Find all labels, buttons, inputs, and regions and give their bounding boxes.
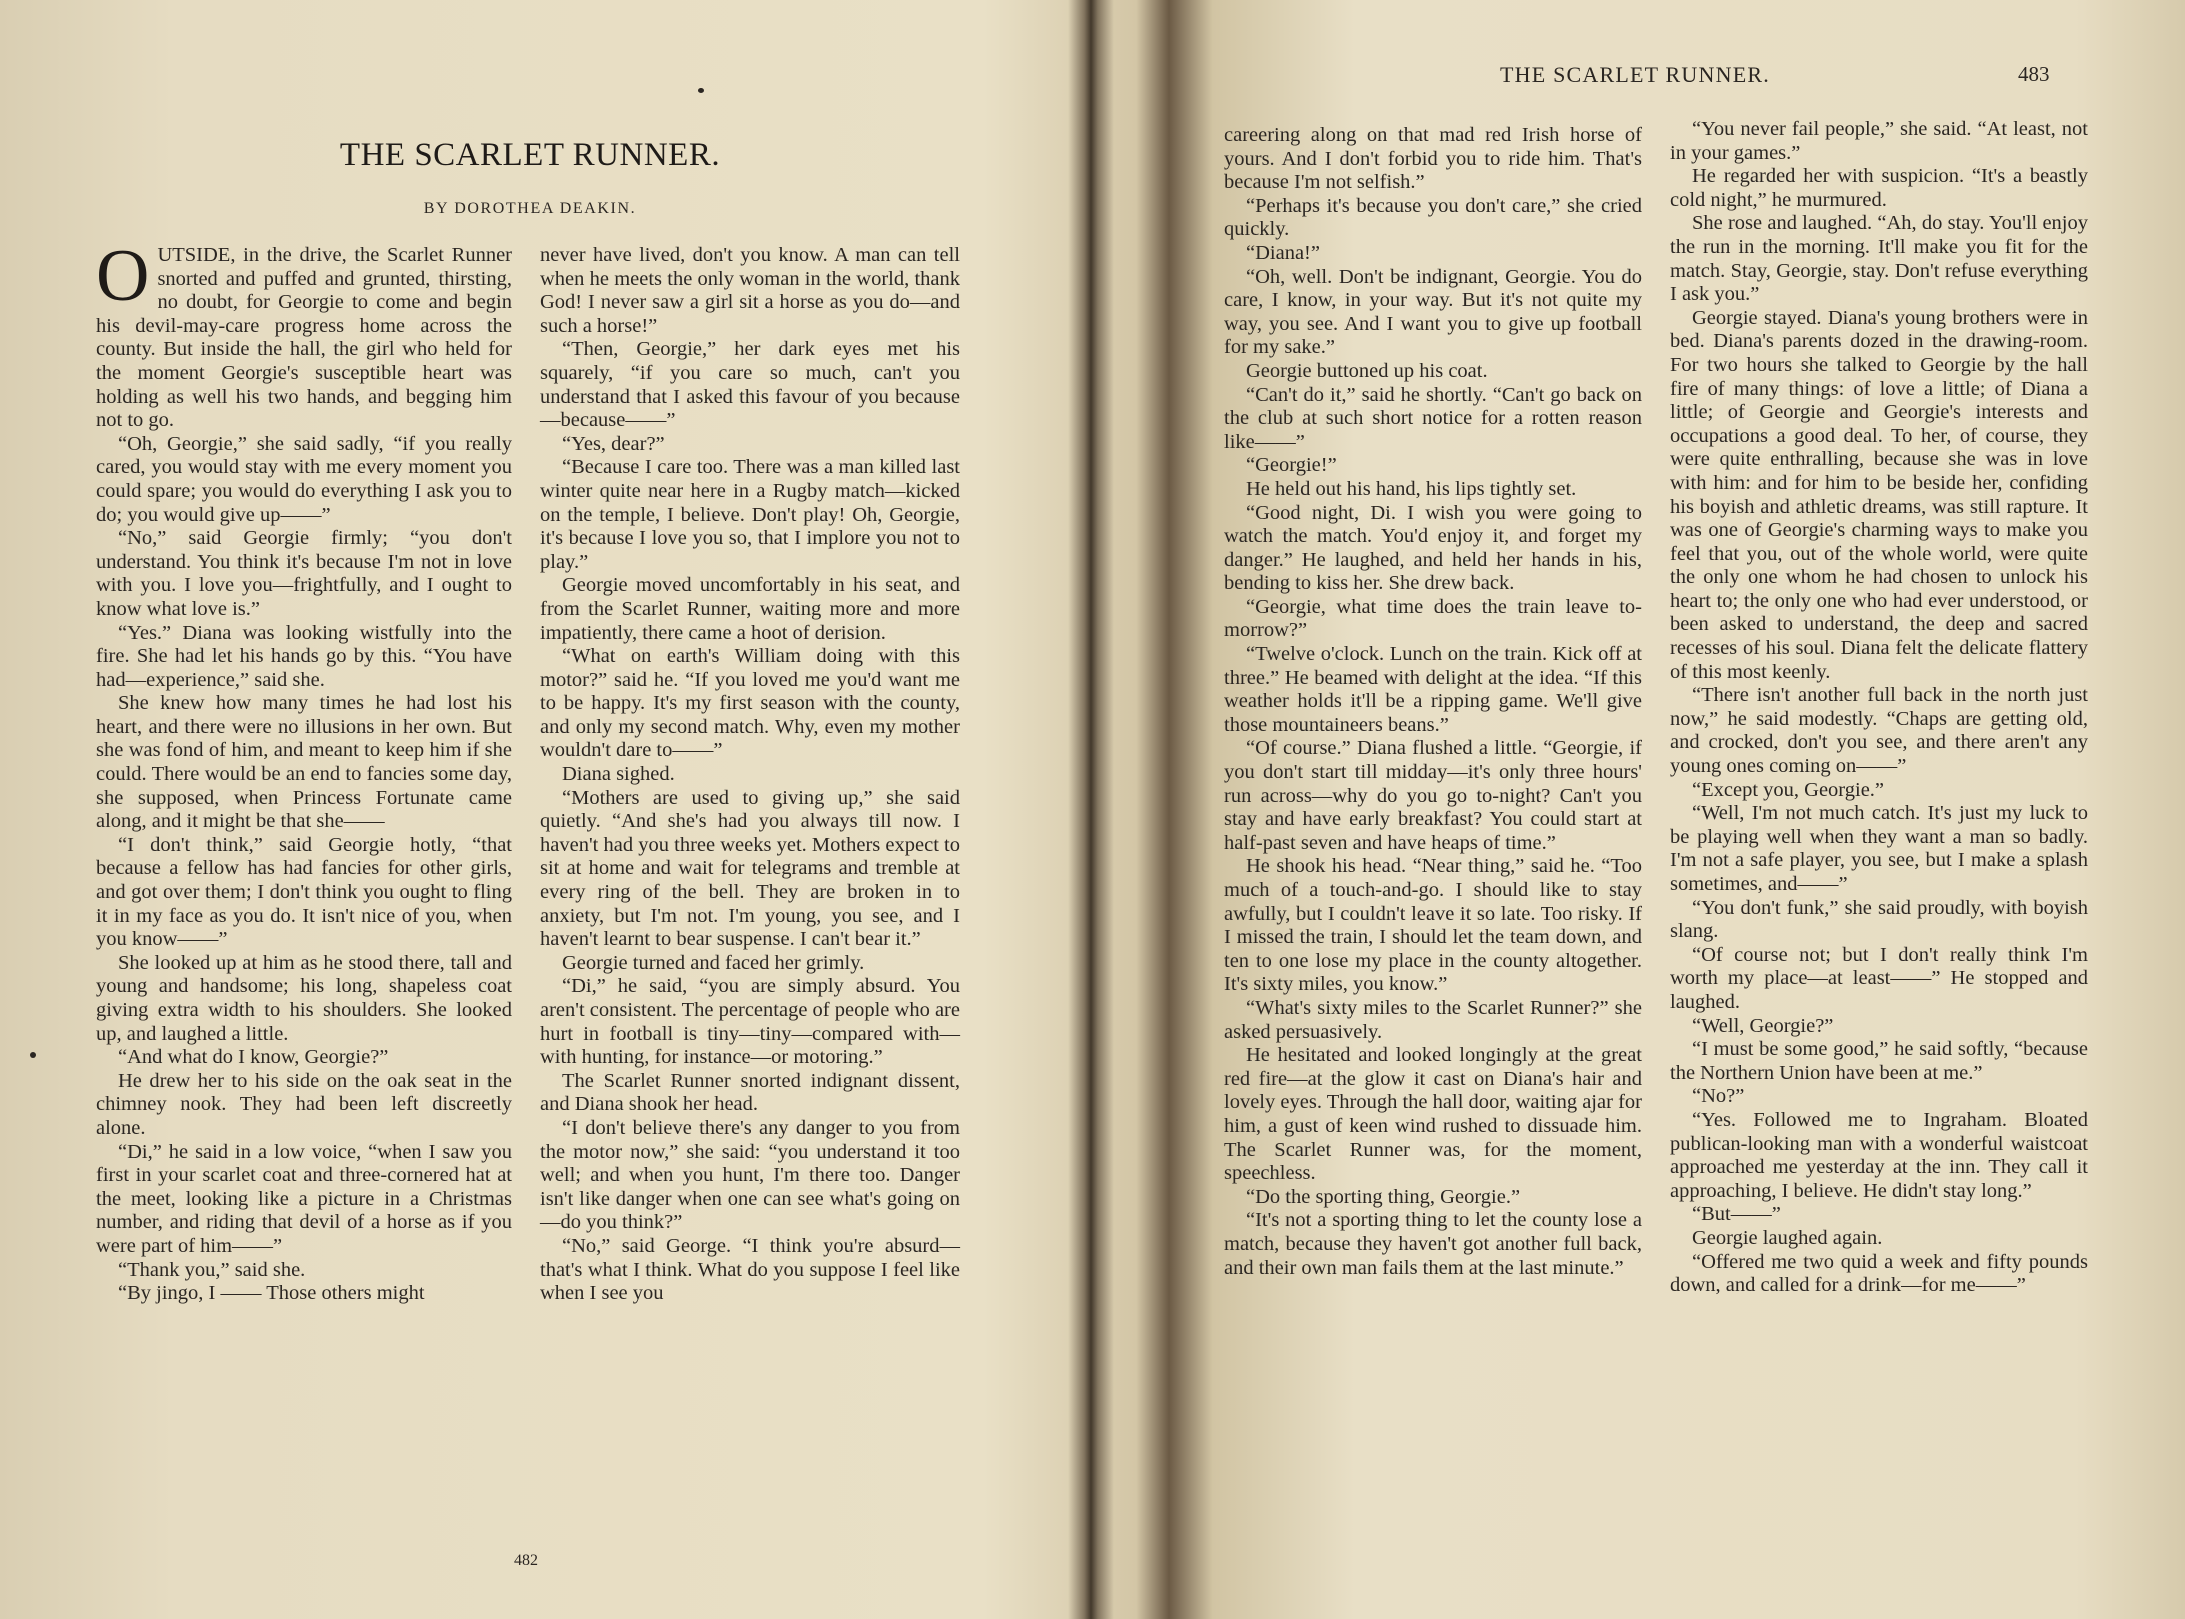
paragraph: “It's not a sporting thing to let the county lose a match, because they haven't got another full back, and their own man fails them at the last minute.” bbox=[1224, 1209, 1642, 1279]
paragraph: “Good night, Di. I wish you were going to watch the match. You'd enjoy it, and forget my danger.” He laughed, and held her hands in his, bending to kiss her. She drew back. bbox=[1224, 501, 1642, 595]
right-page bbox=[1100, 0, 2185, 1619]
page-number-right: 483 bbox=[2018, 62, 2050, 86]
paragraph: He shook his head. “Near thing,” said he. “Too much of a touch-and-go. I should like to stay awfully, but I couldn't leave it so late. Too risky. If I missed the train, I should let the team down, and ten to one lose my place in the county altogether. It's sixty miles, you know.” bbox=[1224, 855, 1642, 996]
paragraph: He drew her to his side on the oak seat in the chimney nook. They had been left discreetly alone. bbox=[96, 1069, 512, 1139]
paragraph: “Twelve o'clock. Lunch on the train. Kick off at three.” He beamed with delight at the idea. “If this weather holds it'll be a ripping game. We'll give those mountaineers beans.” bbox=[1224, 643, 1642, 736]
paragraph: careering along on that mad red Irish horse of yours. And I don't forbid you to ride him. That's because I'm not selfish.” bbox=[1224, 124, 1642, 194]
paragraph: “Perhaps it's because you don't care,” she cried quickly. bbox=[1224, 194, 1642, 241]
paragraph: “No,” said George. “I think you're absurd—that's what I think. What do you suppose I feel like when I see you bbox=[540, 1234, 960, 1305]
paragraph: “By jingo, I —— Those others might bbox=[118, 1282, 425, 1305]
left-column-1 bbox=[96, 235, 512, 1306]
paragraph: “Because I care too. There was a man killed last winter quite near here in a Rugby match—kicked on the temple, I believe. Don't play! Oh, Georgie, it's because I love you so, that I implore you not to play.” bbox=[540, 456, 960, 573]
paragraph: “Do the sporting thing, Georgie.” bbox=[1246, 1185, 1521, 1208]
paragraph: “Well, I'm not much catch. It's just my luck to be playing well when they want a man so badly. I'm not a safe player, you see, but I make a splash sometimes, and——” bbox=[1670, 802, 2088, 895]
paragraph: “I don't believe there's any danger to you from the motor now,” she said: “you understand it too well; and when you hunt, I'm there too. Danger isn't like danger when one can see what's going on—do you think?” bbox=[540, 1116, 960, 1234]
opening-paragraph bbox=[96, 235, 512, 433]
right-column-1 bbox=[1224, 124, 1642, 1280]
paragraph: She looked up at him as he stood there, tall and young and handsome; his long, shapeless coat giving extra width to his shoulders. She looked up, and laughed a little. bbox=[96, 951, 512, 1045]
paragraph: “Di,” he said, “you are simply absurd. You aren't consistent. The percentage of people who are hurt in football is tiny—tiny—compared with—with hunting, for instance—or motoring.” bbox=[540, 975, 960, 1069]
running-head: THE SCARLET RUNNER. bbox=[1500, 62, 1770, 87]
paragraph: “Georgie, what time does the train leave to-morrow?” bbox=[1224, 595, 1642, 642]
paragraph: “What's sixty miles to the Scarlet Runner?” she asked persuasively. bbox=[1224, 996, 1642, 1043]
opening-text: UTSIDE, in the drive, the Scarlet Runner snorted and puffed and grunted, thirsting, no doubt, for Georgie to come and begin his devil-may-care progress home across the county. But inside the hall, the girl who held for the moment Georgie's susceptible heart was holding as well his two hands, and begging him not to go. bbox=[96, 244, 512, 432]
paragraph: “Mothers are used to giving up,” she said quietly. “And she's had you always till now. I haven't had you three weeks yet. Mothers expect to sit at home and wait for telegrams and tremble at every ring of the bell. They are broken in to anxiety, but I'm not. I'm young, you see, and I haven't learnt to bear suspense. I can't bear it.” bbox=[540, 786, 960, 951]
paragraph: “Georgie!” bbox=[1246, 454, 1337, 477]
paragraph: Georgie laughed again. bbox=[1692, 1226, 1883, 1249]
paragraph: “Oh, Georgie,” she said sadly, “if you really cared, you would stay with me every moment you could spare; you would do everything I ask you to do; you would give up——” bbox=[96, 432, 512, 526]
paragraph: He hesitated and looked longingly at the great red fire—at the glow it cast on Diana's hair and lovely eyes. Through the hall door, waiting ajar for him, a gust of keen wind rushed to dissuade him. The Scarlet Runner was, for the moment, speechless. bbox=[1224, 1044, 1642, 1185]
paragraph: Diana sighed. bbox=[562, 763, 675, 786]
paragraph: Georgie turned and faced her grimly. bbox=[562, 951, 865, 974]
paragraph: “Diana!” bbox=[1246, 241, 1320, 264]
byline: BY DOROTHEA DEAKIN. bbox=[423, 200, 637, 217]
paragraph: Georgie moved uncomfortably in his seat, and from the Scarlet Runner, waiting more and more impatiently, there came a hoot of derision. bbox=[540, 574, 960, 644]
paragraph: Georgie stayed. Diana's young brothers were in bed. Diana's parents dozed in the drawing-room. For two hours she talked to Georgie by the hall fire of many things: of love a little; of Diana a little; of Georgie and Georgie's interests and occupations a good deal. To her, of course, they were quite enthralling, because she was in love with him: and for him to be beside her, confiding his boyish and athletic dreams, was still rapture. It was one of Georgie's charming ways to make you feel that you, out of the whole world, were quite the only one whom he had chosen to unlock his heart to; the only one who had ever understood, or been asked to understand, the deep and sacred recesses of his soul. Diana felt the delicate flattery of this most keenly. bbox=[1670, 306, 2088, 683]
paragraph: “But——” bbox=[1692, 1203, 1781, 1226]
paragraph: Georgie buttoned up his coat. bbox=[1246, 359, 1488, 382]
paragraph: “I don't think,” said Georgie hotly, “that because a fellow has had fancies for other girls, and got over them; I don't think you ought to fling it in my face as you do. It isn't nice of you, when you know——” bbox=[96, 833, 512, 951]
ink-mark bbox=[698, 88, 704, 93]
paragraph: She rose and laughed. “Ah, do stay. You'll enjoy the run in the morning. It'll make you fit for the match. Stay, Georgie, stay. Don't refuse everything I ask you.” bbox=[1670, 212, 2088, 306]
ink-mark bbox=[30, 1052, 36, 1058]
paragraph: “Can't do it,” said he shortly. “Can't go back on the club at such short notice for a rotten reason like——” bbox=[1224, 383, 1642, 453]
paragraph: “Of course.” Diana flushed a little. “Georgie, if you don't start till midday—it's only three hours' run across—why do you go to-night? Can't you stay and have early breakfast? You could start at half-past seven and have heaps of time.” bbox=[1224, 737, 1642, 854]
paragraph: “Offered me two quid a week and fifty pounds down, and called for a drink—for me——” bbox=[1670, 1250, 2088, 1297]
paragraph: “Oh, well. Don't be indignant, Georgie. You do care, I know, in your way. But it's not quite my way, you see. And I want you to give up football for my sake.” bbox=[1224, 265, 1642, 359]
paragraph: “No,” said Georgie firmly; “you don't understand. You think it's because I'm not in love with you. I love you—frightfully, and I ought to know what love is.” bbox=[96, 527, 512, 620]
paragraph: “Of course not; but I don't really think I'm worth my place—at least——” He stopped and laughed. bbox=[1670, 943, 2088, 1013]
paragraph: “No?” bbox=[1692, 1085, 1745, 1108]
paragraph: “Yes. Followed me to Ingraham. Bloated publican-looking man with a wonderful waistcoat approached me yesterday at the inn. They call it approaching, I believe. He didn't stay long.” bbox=[1670, 1108, 2088, 1202]
paragraph: “You don't funk,” she said proudly, with boyish slang. bbox=[1670, 896, 2088, 943]
paragraph: He regarded her with suspicion. “It's a beastly cold night,” he murmured. bbox=[1670, 165, 2088, 211]
paragraph: “Di,” he said in a low voice, “when I saw you first in your scarlet coat and three-cornered hat at the meet, looking like a picture in a Christmas number, and riding that devil of a horse as if you were part of him——” bbox=[96, 1140, 512, 1257]
paragraph: He held out his hand, his lips tightly set. bbox=[1246, 477, 1577, 500]
paragraph: “And what do I know, Georgie?” bbox=[118, 1046, 389, 1069]
left-column-2 bbox=[540, 244, 960, 1306]
paragraph: “Then, Georgie,” her dark eyes met his squarely, “if you care so much, can't you understand that I asked this favour of you because—because——” bbox=[540, 338, 960, 432]
story-title: THE SCARLET RUNNER. bbox=[339, 137, 721, 173]
paragraph: “You never fail people,” she said. “At least, not in your games.” bbox=[1670, 118, 2088, 164]
paragraph: “Well, Georgie?” bbox=[1692, 1014, 1834, 1037]
paragraph: “I must be some good,” he said softly, “because the Northern Union have been at me.” bbox=[1670, 1038, 2088, 1084]
paragraph: “Yes.” Diana was looking wistfully into the fire. She had let his hands go by this. “You have had—experience,” said she. bbox=[96, 621, 512, 691]
drop-cap: O bbox=[96, 235, 150, 317]
paragraph: The Scarlet Runner snorted indignant dissent, and Diana shook her head. bbox=[540, 1069, 960, 1116]
paragraph: “Except you, Georgie.” bbox=[1692, 778, 1885, 801]
paragraph: “Yes, dear?” bbox=[562, 432, 665, 455]
paragraph: “There isn't another full back in the north just now,” he said modestly. “Chaps are getting old, and crocked, don't you see, and there aren't any young ones coming on——” bbox=[1670, 684, 2088, 778]
paragraph: “Thank you,” said she. bbox=[118, 1258, 306, 1281]
paragraph: “What on earth's William doing with this motor?” said he. “If you loved me you'd want me to be happy. It's my first season with the county, and only my second match. Why, even my mother wouldn't dare to——” bbox=[540, 645, 960, 762]
right-column-2 bbox=[1670, 118, 2088, 1298]
left-page bbox=[0, 0, 1085, 1619]
page-number-left: 482 bbox=[514, 1552, 538, 1569]
paragraph: She knew how many times he had lost his heart, and there were no illusions in her own. But she was fond of him, and meant to keep him if she could. There would be an end to fancies some day, she supposed, when Princess Fortunate came along, and it might be that she—— bbox=[96, 692, 512, 833]
paragraph: never have lived, don't you know. A man can tell when he meets the only woman in the world, thank God! I never saw a girl sit a horse as you do—and such a horse!” bbox=[540, 244, 960, 337]
